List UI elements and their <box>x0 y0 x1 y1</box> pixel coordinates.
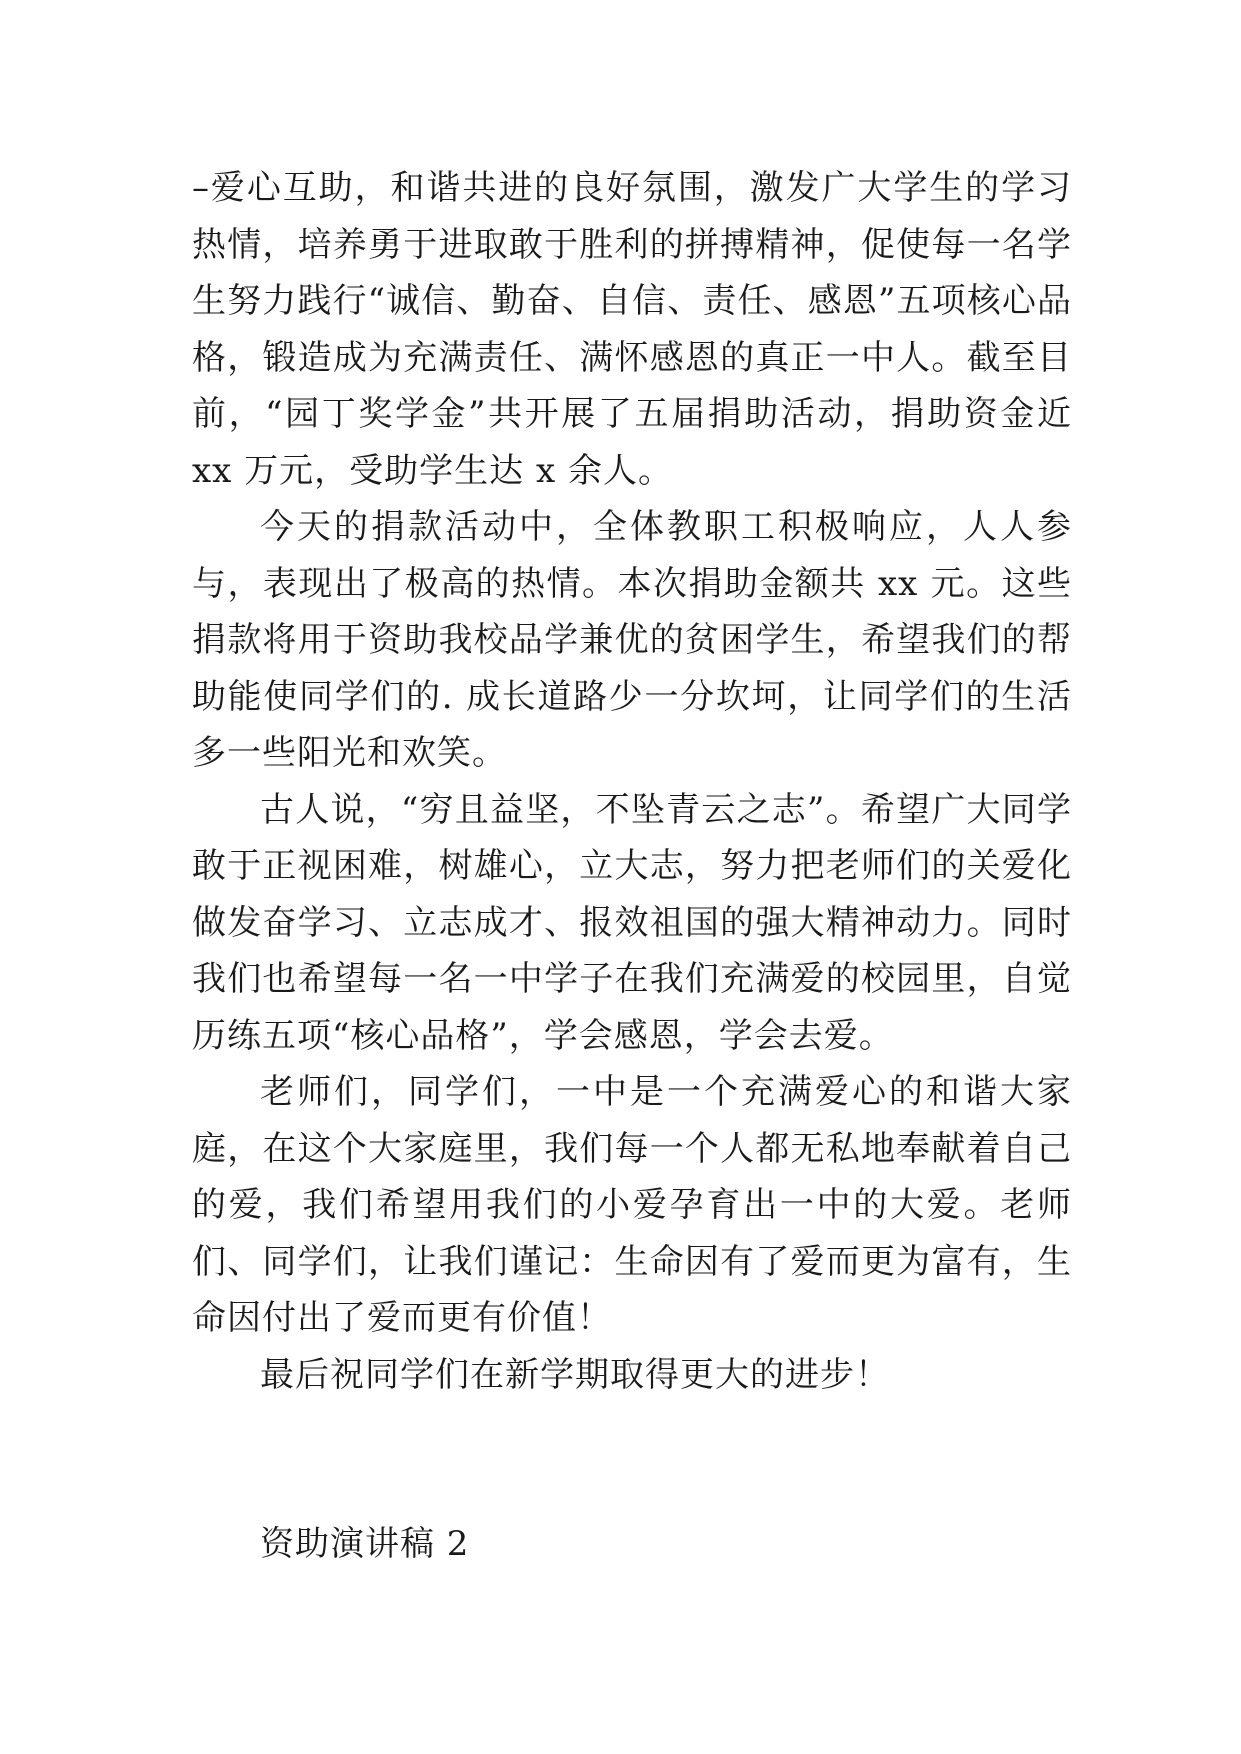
paragraph-3: 古人说，“穷且益坚，不坠青云之志”。希望广大同学敢于正视困难，树雄心，立大志，努力把老师们的关爱化做发奋学习、立志成才、报效祖国的强大精神动力。同时我们也希望每一名一中学子在我们充满爱的校园里，自觉历练五项“核心品格”，学会感恩，学会去爱。 <box>192 789 1072 1056</box>
section-spacer <box>192 1403 1072 1516</box>
paragraph-4: 老师们，同学们，一中是一个充满爱心的和谐大家庭，在这个大家庭里，我们每一个人都无私地奉献着自己的爱，我们希望用我们的小爱孕育出一中的大爱。老师们、同学们，让我们谨记：生命因有了爱而更为富有，生命因付出了爱而更有价值！ <box>192 1072 1072 1338</box>
document-body <box>192 160 1072 1573</box>
section-heading: 资助演讲稿 2 <box>260 1524 470 1564</box>
paragraph-5: 最后祝同学们在新学期取得更大的进步！ <box>260 1354 890 1395</box>
paragraph-1: –爱心互助，和谐共进的良好氛围，激发广大学生的学习热情，培养勇于进取敢于胜利的拼搏精神，促使每一名学生努力践行“诚信、勤奋、自信、责任、感恩”五项核心品格，锻造成为充满责任、满怀感恩的真正一中人。截至目前，“园丁奖学金”共开展了五届捐助活动，捐助资金近 xx 万元，受助学生达 x 余人。 <box>192 168 1072 491</box>
paragraph-2: 今天的捐款活动中，全体教职工积极响应，人人参与，表现出了极高的热情。本次捐助金额共 xx 元。这些捐款将用于资助我校品学兼优的贫困学生，希望我们的帮助能使同学们的. 成长道路少一分坎坷，让同学们的生活多一些阳光和欢笑。 <box>192 507 1072 773</box>
